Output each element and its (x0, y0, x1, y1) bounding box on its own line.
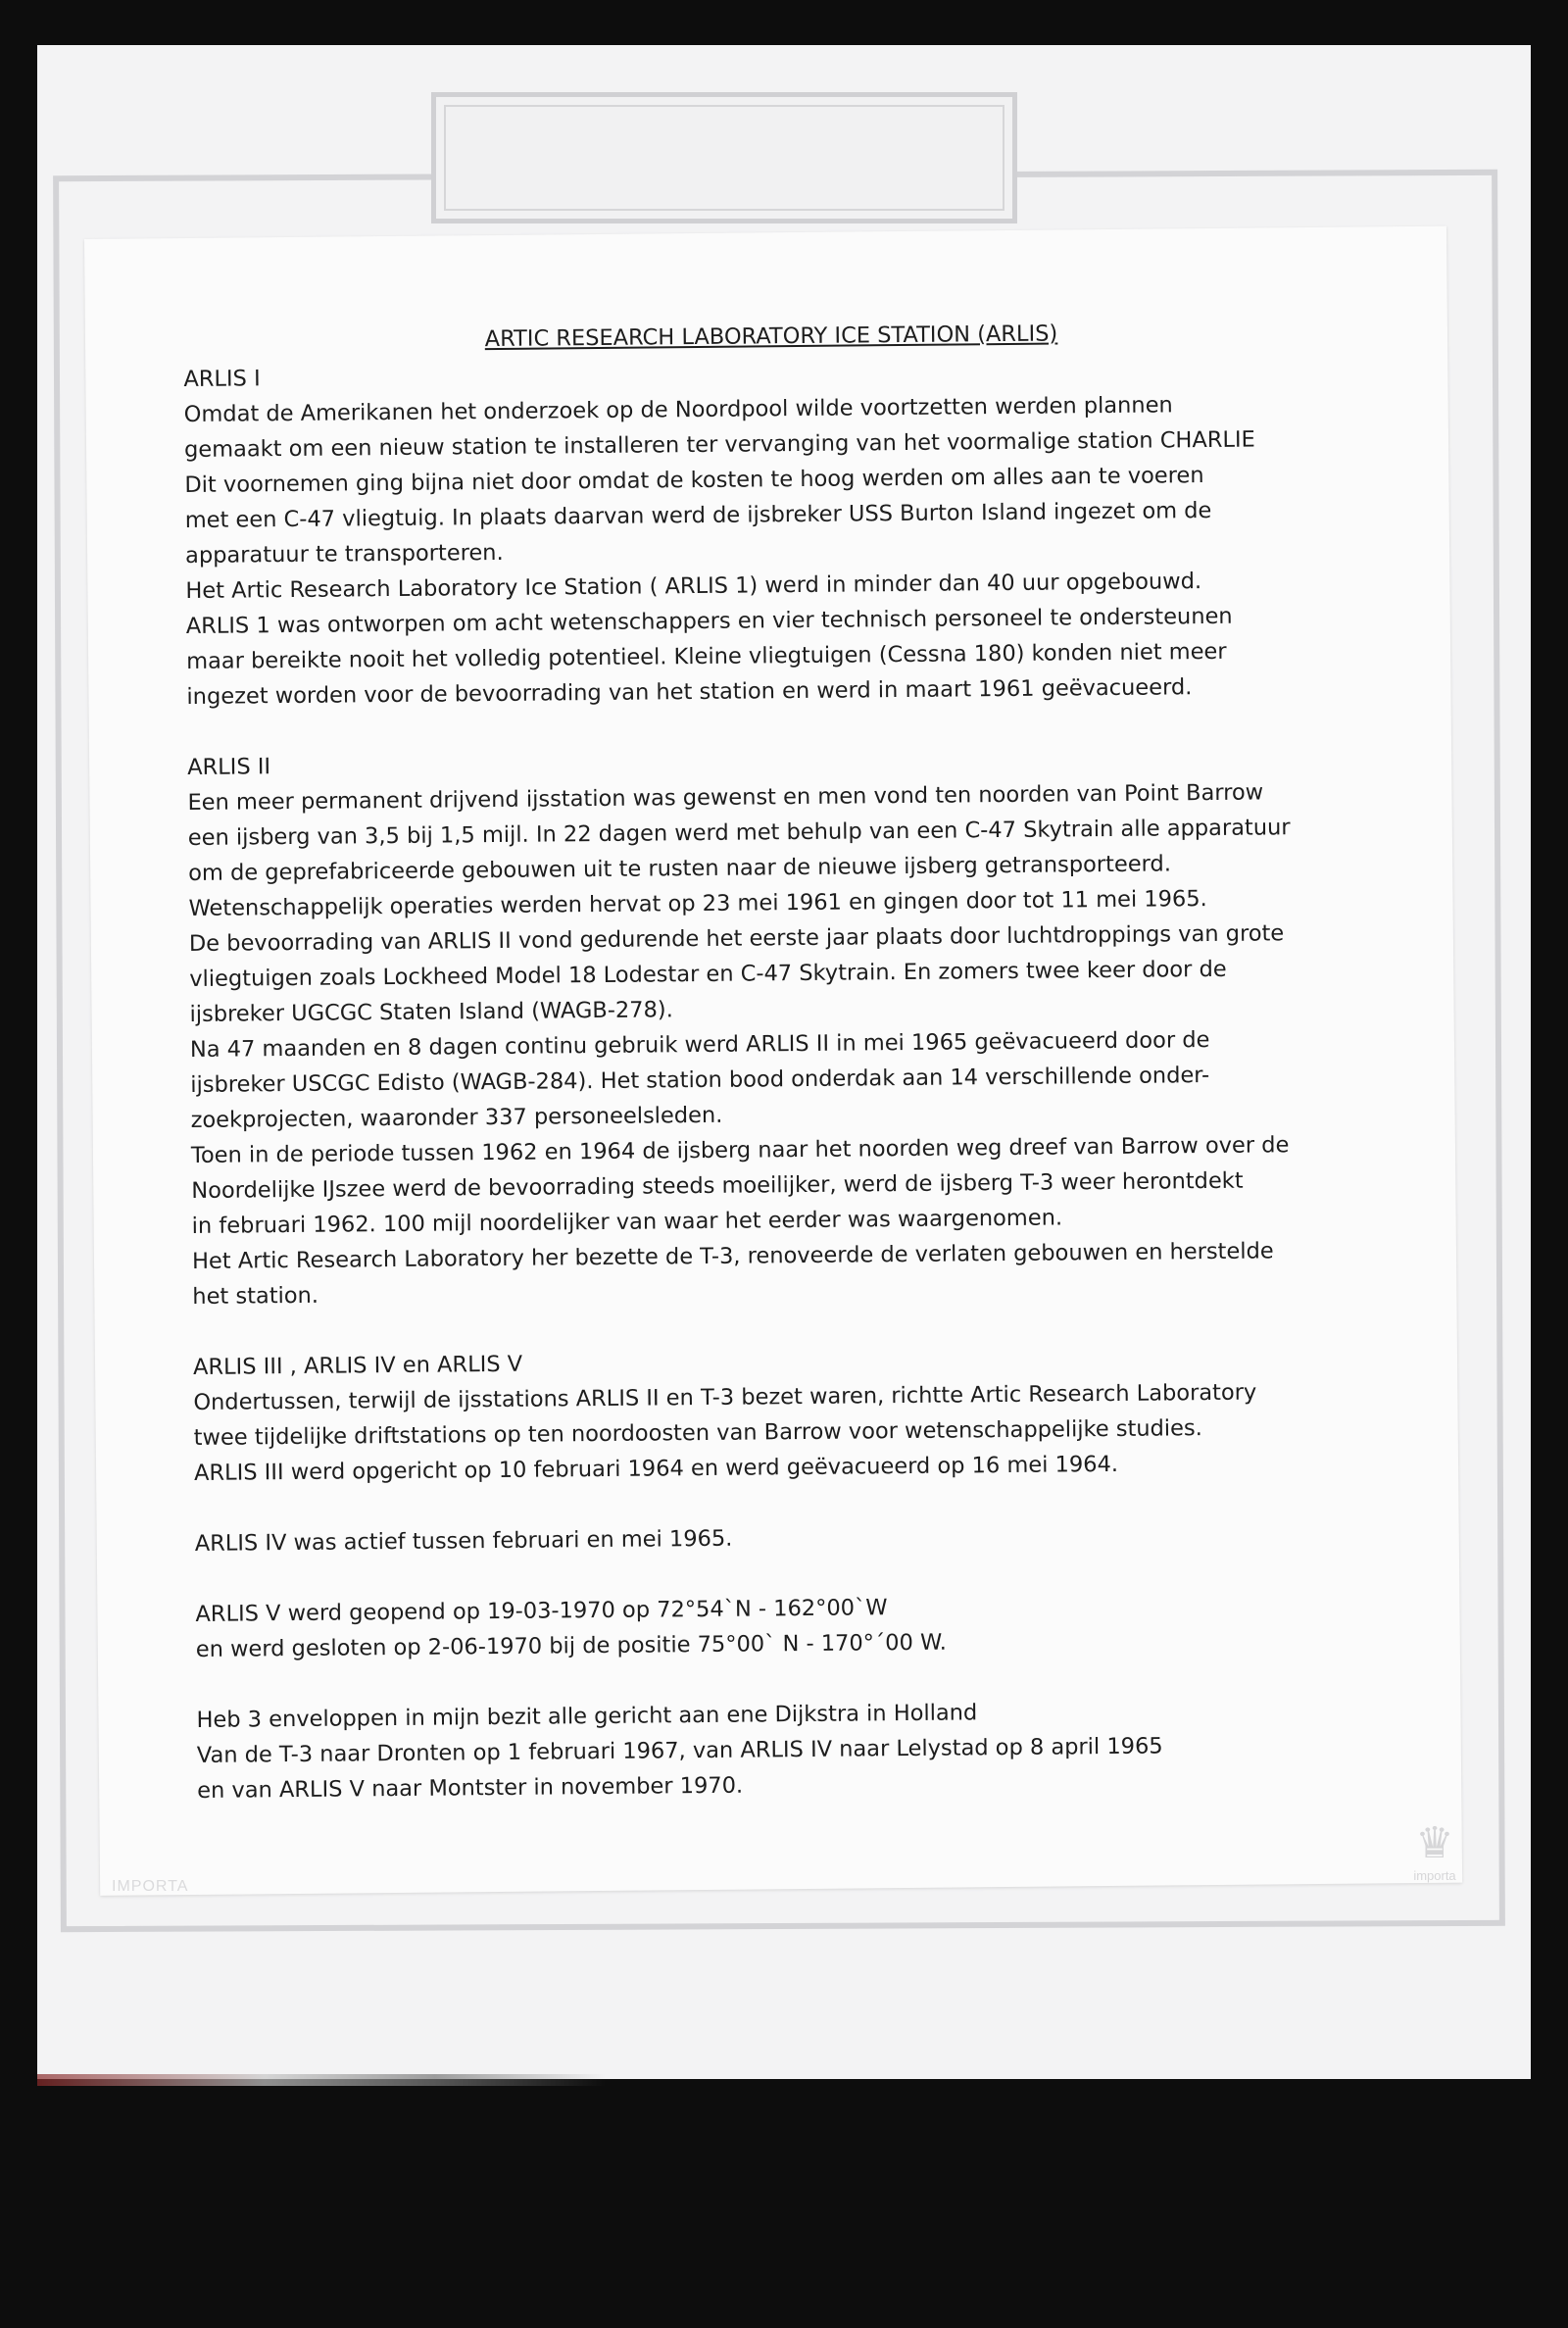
text-line: ARLIS III werd opgericht op 10 februari 1964 en werd geëvacueerd op 16 mei 1964. (193, 1451, 1119, 1486)
section-arlis-3-4-5 (193, 1338, 1370, 1491)
text-line: Een meer permanent drijvend ijsstation was gewenst en men vond ten noorden van Point Barrow (187, 779, 1264, 817)
text-line: ijsbreker USCGC Edisto (WAGB-284). Het station bood onderdak aan 14 verschillende onder- (190, 1063, 1210, 1098)
text-line: Heb 3 enveloppen in mijn bezit alle gericht aan ene Dijkstra in Holland (196, 1700, 978, 1733)
album-title-box (431, 92, 1017, 223)
text-line: ARLIS 1 was ontworpen om acht wetenschappers en vier technisch personeel te ondersteunen (185, 603, 1233, 640)
text-line: De bevoorrading van ARLIS II vond gedurende het eerste jaar plaats door luchtdroppings van grote (188, 920, 1285, 958)
text-line: gemaakt om een nieuw station te installeren ter vervanging van het voormalige station CHARLIE (183, 426, 1255, 464)
text-line: en van ARLIS V naar Montster in november 1970. (197, 1772, 744, 1804)
text-line: Omdat de Amerikanen het onderzoek op de Noordpool wilde voortzetten werden plannen (183, 392, 1173, 428)
crown-icon: ♛ (1415, 1819, 1454, 1867)
section-heading: ARLIS I (183, 366, 261, 393)
text-line: Wetenschappelijk operaties werden hervat op 23 mei 1961 en gingen door tot 11 mei 1965. (188, 886, 1207, 922)
document-title: ARTIC RESEARCH LABORATORY ICE STATION (ARLIS) (484, 321, 1058, 353)
paragraph-arlis-5 (195, 1585, 1372, 1667)
album-page (37, 45, 1531, 2079)
section-arlis-2 (187, 738, 1368, 1313)
section-arlis-1 (183, 351, 1362, 716)
text-line: met een C-47 vliegtuig. In plaats daarvan werd de ijsbreker USS Burton Island ingezet om de (184, 497, 1212, 534)
text-line: om de geprefabriceerde gebouwen uit te rusten naar de nieuwe ijsberg getransporteerd. (188, 851, 1172, 887)
document-body (183, 314, 1373, 1808)
text-line: Het Artic Research Laboratory her bezette de T-3, renoveerde de verlaten gebouwen en herstelde (191, 1238, 1274, 1274)
text-line: maar bereikte nooit het volledig potentieel. Kleine vliegtuigen (Cessna 180) konden niet meer (186, 638, 1227, 675)
text-line: twee tijdelijke driftstations op ten noordoosten van Barrow voor wetenschappelijke studies. (193, 1415, 1202, 1451)
text-line: ijsbreker UGCGC Staten Island (WAGB-278). (189, 997, 673, 1028)
text-line: en werd gesloten op 2-06-1970 bij de positie 75°00` N - 170°´00 W. (195, 1629, 947, 1662)
text-line: vliegtuigen zoals Lockheed Model 18 Lodestar en C-47 Skytrain. En zomers twee keer door de (189, 956, 1227, 993)
importa-watermark-left: IMPORTA (112, 1878, 189, 1895)
text-line: ingezet worden voor de bevoorrading van het station en werd in maart 1961 geëvacueerd. (186, 674, 1193, 711)
album-edge-strip (37, 2074, 606, 2086)
text-line: Na 47 maanden en 8 dagen continu gebruik werd ARLIS II in mei 1965 geëvacueerd door de (189, 1027, 1210, 1064)
text-line: een ijsberg van 3,5 bij 1,5 mijl. In 22 dagen werd met behulp van een C-47 Skytrain alle apparatuur (187, 815, 1291, 852)
text-line: Het Artic Research Laboratory Ice Station ( ARLIS 1) werd in minder dan 40 uur opgebouwd. (185, 569, 1202, 605)
text-line: zoekprojecten, waaronder 337 personeelsleden. (190, 1102, 723, 1133)
text-line: Dit voornemen ging bijna niet door omdat de kosten te hoog werden om alles aan te voeren (184, 463, 1204, 499)
text-line: in februari 1962. 100 mijl noordelijker van waar het eerder was waargenomen. (191, 1205, 1063, 1239)
text-line: apparatuur te transporteren. (184, 539, 504, 570)
document-sheet (84, 226, 1462, 1896)
text-line: ARLIS V werd geopend op 19-03-1970 op 72°54`N - 162°00`W (195, 1595, 888, 1627)
text-line: Toen in de periode tussen 1962 en 1964 de ijsberg naar het noorden weg dreef van Barrow over de (190, 1132, 1290, 1168)
paragraph-envelopes (196, 1691, 1373, 1808)
text-line: het station. (192, 1282, 319, 1310)
text-line: ARLIS IV was actief tussen februari en mei 1965. (194, 1525, 733, 1557)
section-heading: ARLIS II (187, 754, 271, 781)
text-line: Noordelijke IJszee werd de bevoorrading steeds moeilijker, werd de ijsberg T-3 weer herontdekt (191, 1167, 1244, 1204)
text-line: Van de T-3 naar Dronten op 1 februari 1967, van ARLIS IV naar Lelystad op 8 april 1965 (196, 1733, 1163, 1768)
text-line: Ondertussen, terwijl de ijsstations ARLIS II en T-3 bezet waren, richtte Artic Research Laboratory (193, 1379, 1257, 1415)
section-heading: ARLIS III , ARLIS IV en ARLIS V (192, 1351, 523, 1380)
importa-logo-text: importa (1413, 1868, 1456, 1883)
importa-logo (1396, 1819, 1474, 1883)
